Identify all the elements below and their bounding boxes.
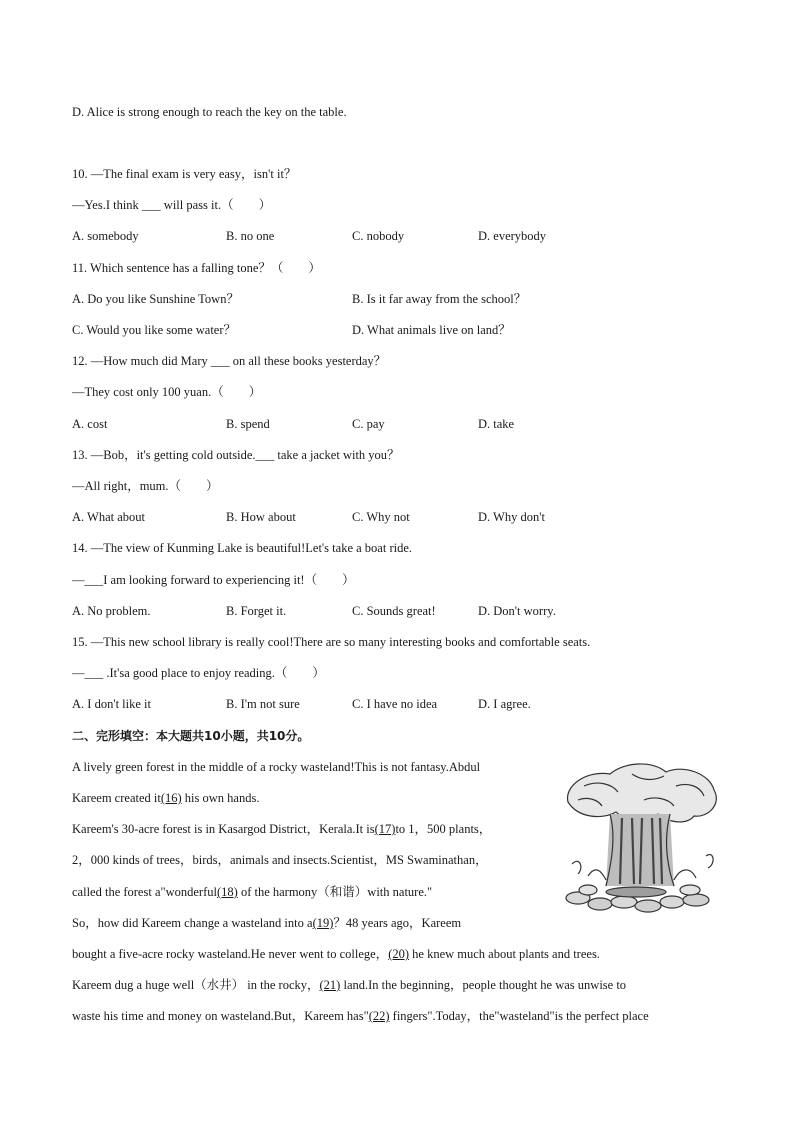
question-stem: 14. —The view of Kunming Lake is beautiful!Let's take a boat ride. bbox=[72, 541, 412, 555]
option-line: D. Alice is strong enough to reach the key on the table. bbox=[72, 105, 347, 119]
blank-21: (21) bbox=[319, 978, 341, 992]
option-a: A. cost bbox=[72, 417, 108, 431]
passage-line: bought a five-acre rocky wasteland.He never went to college，(20) he knew much about plants and trees. bbox=[72, 947, 600, 961]
option-b: B. spend bbox=[226, 417, 270, 431]
option-b: B. How about bbox=[226, 510, 296, 524]
question-stem: 15. —This new school library is really cool!There are so many interesting books and comfortable seats. bbox=[72, 635, 591, 649]
option-b: B. Is it far away from the school？ bbox=[352, 292, 527, 306]
option-a: A. Do you like Sunshine Town？ bbox=[72, 292, 239, 306]
tree-illustration bbox=[558, 756, 722, 920]
passage-line: 2，000 kinds of trees，birds，animals and insects.Scientist，MS Swaminathan， bbox=[72, 853, 488, 867]
option-d: D. take bbox=[478, 417, 515, 431]
option-a: A. I don't like it bbox=[72, 697, 151, 711]
blank-22: (22) bbox=[368, 1009, 390, 1023]
option-a: A. What about bbox=[72, 510, 146, 524]
passage-line: Kareem's 30-acre forest is in Kasargod District，Kerala.It is(17)to 1，500 plants， bbox=[72, 822, 492, 836]
passage-line: So，how did Kareem change a wasteland into a(19)？48 years ago，Kareem bbox=[72, 916, 462, 930]
option-d: D. I agree. bbox=[478, 697, 531, 711]
passage-line: waste his time and money on wasteland.But，Kareem has"(22) fingers".Today，the"wasteland"is the perfect place bbox=[72, 1009, 649, 1023]
option-d: D. Why don't bbox=[478, 510, 545, 524]
section-title: 二、完形填空：本大题共10小题，共10分。 bbox=[72, 729, 310, 743]
option-d: D. everybody bbox=[478, 229, 547, 243]
question-reply: —All right，mum.（ ） bbox=[72, 479, 219, 493]
question-stem: 12. —How much did Mary ___ on all these books yesterday？ bbox=[72, 354, 387, 368]
option-d: D. What animals live on land？ bbox=[352, 323, 511, 337]
blank-18: (18) bbox=[216, 885, 238, 899]
option-c: C. nobody bbox=[352, 229, 405, 243]
option-c: C. Why not bbox=[352, 510, 410, 524]
passage-line: Kareem dug a huge well（水井） in the rocky，(21) land.In the beginning，people thought he was unwise to bbox=[72, 978, 627, 992]
option-b: B. I'm not sure bbox=[226, 697, 300, 711]
option-c: C. I have no idea bbox=[352, 697, 438, 711]
passage-line: A lively green forest in the middle of a rocky wasteland!This is not fantasy.Abdul bbox=[72, 760, 481, 774]
question-reply: —___ .It'sa good place to enjoy reading.（ ） bbox=[72, 666, 325, 680]
option-b: B. no one bbox=[226, 229, 275, 243]
passage-line: Kareem created it(16) his own hands. bbox=[72, 791, 260, 805]
question-reply: —Yes.I think ___ will pass it.（ ） bbox=[72, 198, 272, 212]
question-stem: 10. —The final exam is very easy，isn't it？ bbox=[72, 167, 297, 181]
passage-line: called the forest a"wonderful(18) of the harmony（和谐）with nature." bbox=[72, 885, 433, 899]
question-stem: 13. —Bob，it's getting cold outside.___ take a jacket with you？ bbox=[72, 448, 400, 462]
blank-16: (16) bbox=[160, 791, 182, 805]
option-c: C. Sounds great! bbox=[352, 604, 436, 618]
blank-17: (17) bbox=[374, 822, 396, 836]
option-a: A. No problem. bbox=[72, 604, 151, 618]
option-c: C. Would you like some water？ bbox=[72, 323, 237, 337]
question-stem: 11. Which sentence has a falling tone？（ ） bbox=[72, 261, 321, 275]
option-a: A. somebody bbox=[72, 229, 139, 243]
blank-19: (19) bbox=[312, 916, 334, 930]
option-d: D. Don't worry. bbox=[478, 604, 556, 618]
question-reply: —___I am looking forward to experiencing it!（ ） bbox=[72, 573, 355, 587]
question-reply: —They cost only 100 yuan.（ ） bbox=[72, 385, 262, 399]
blank-20: (20) bbox=[388, 947, 410, 961]
option-c: C. pay bbox=[352, 417, 385, 431]
option-b: B. Forget it. bbox=[226, 604, 287, 618]
